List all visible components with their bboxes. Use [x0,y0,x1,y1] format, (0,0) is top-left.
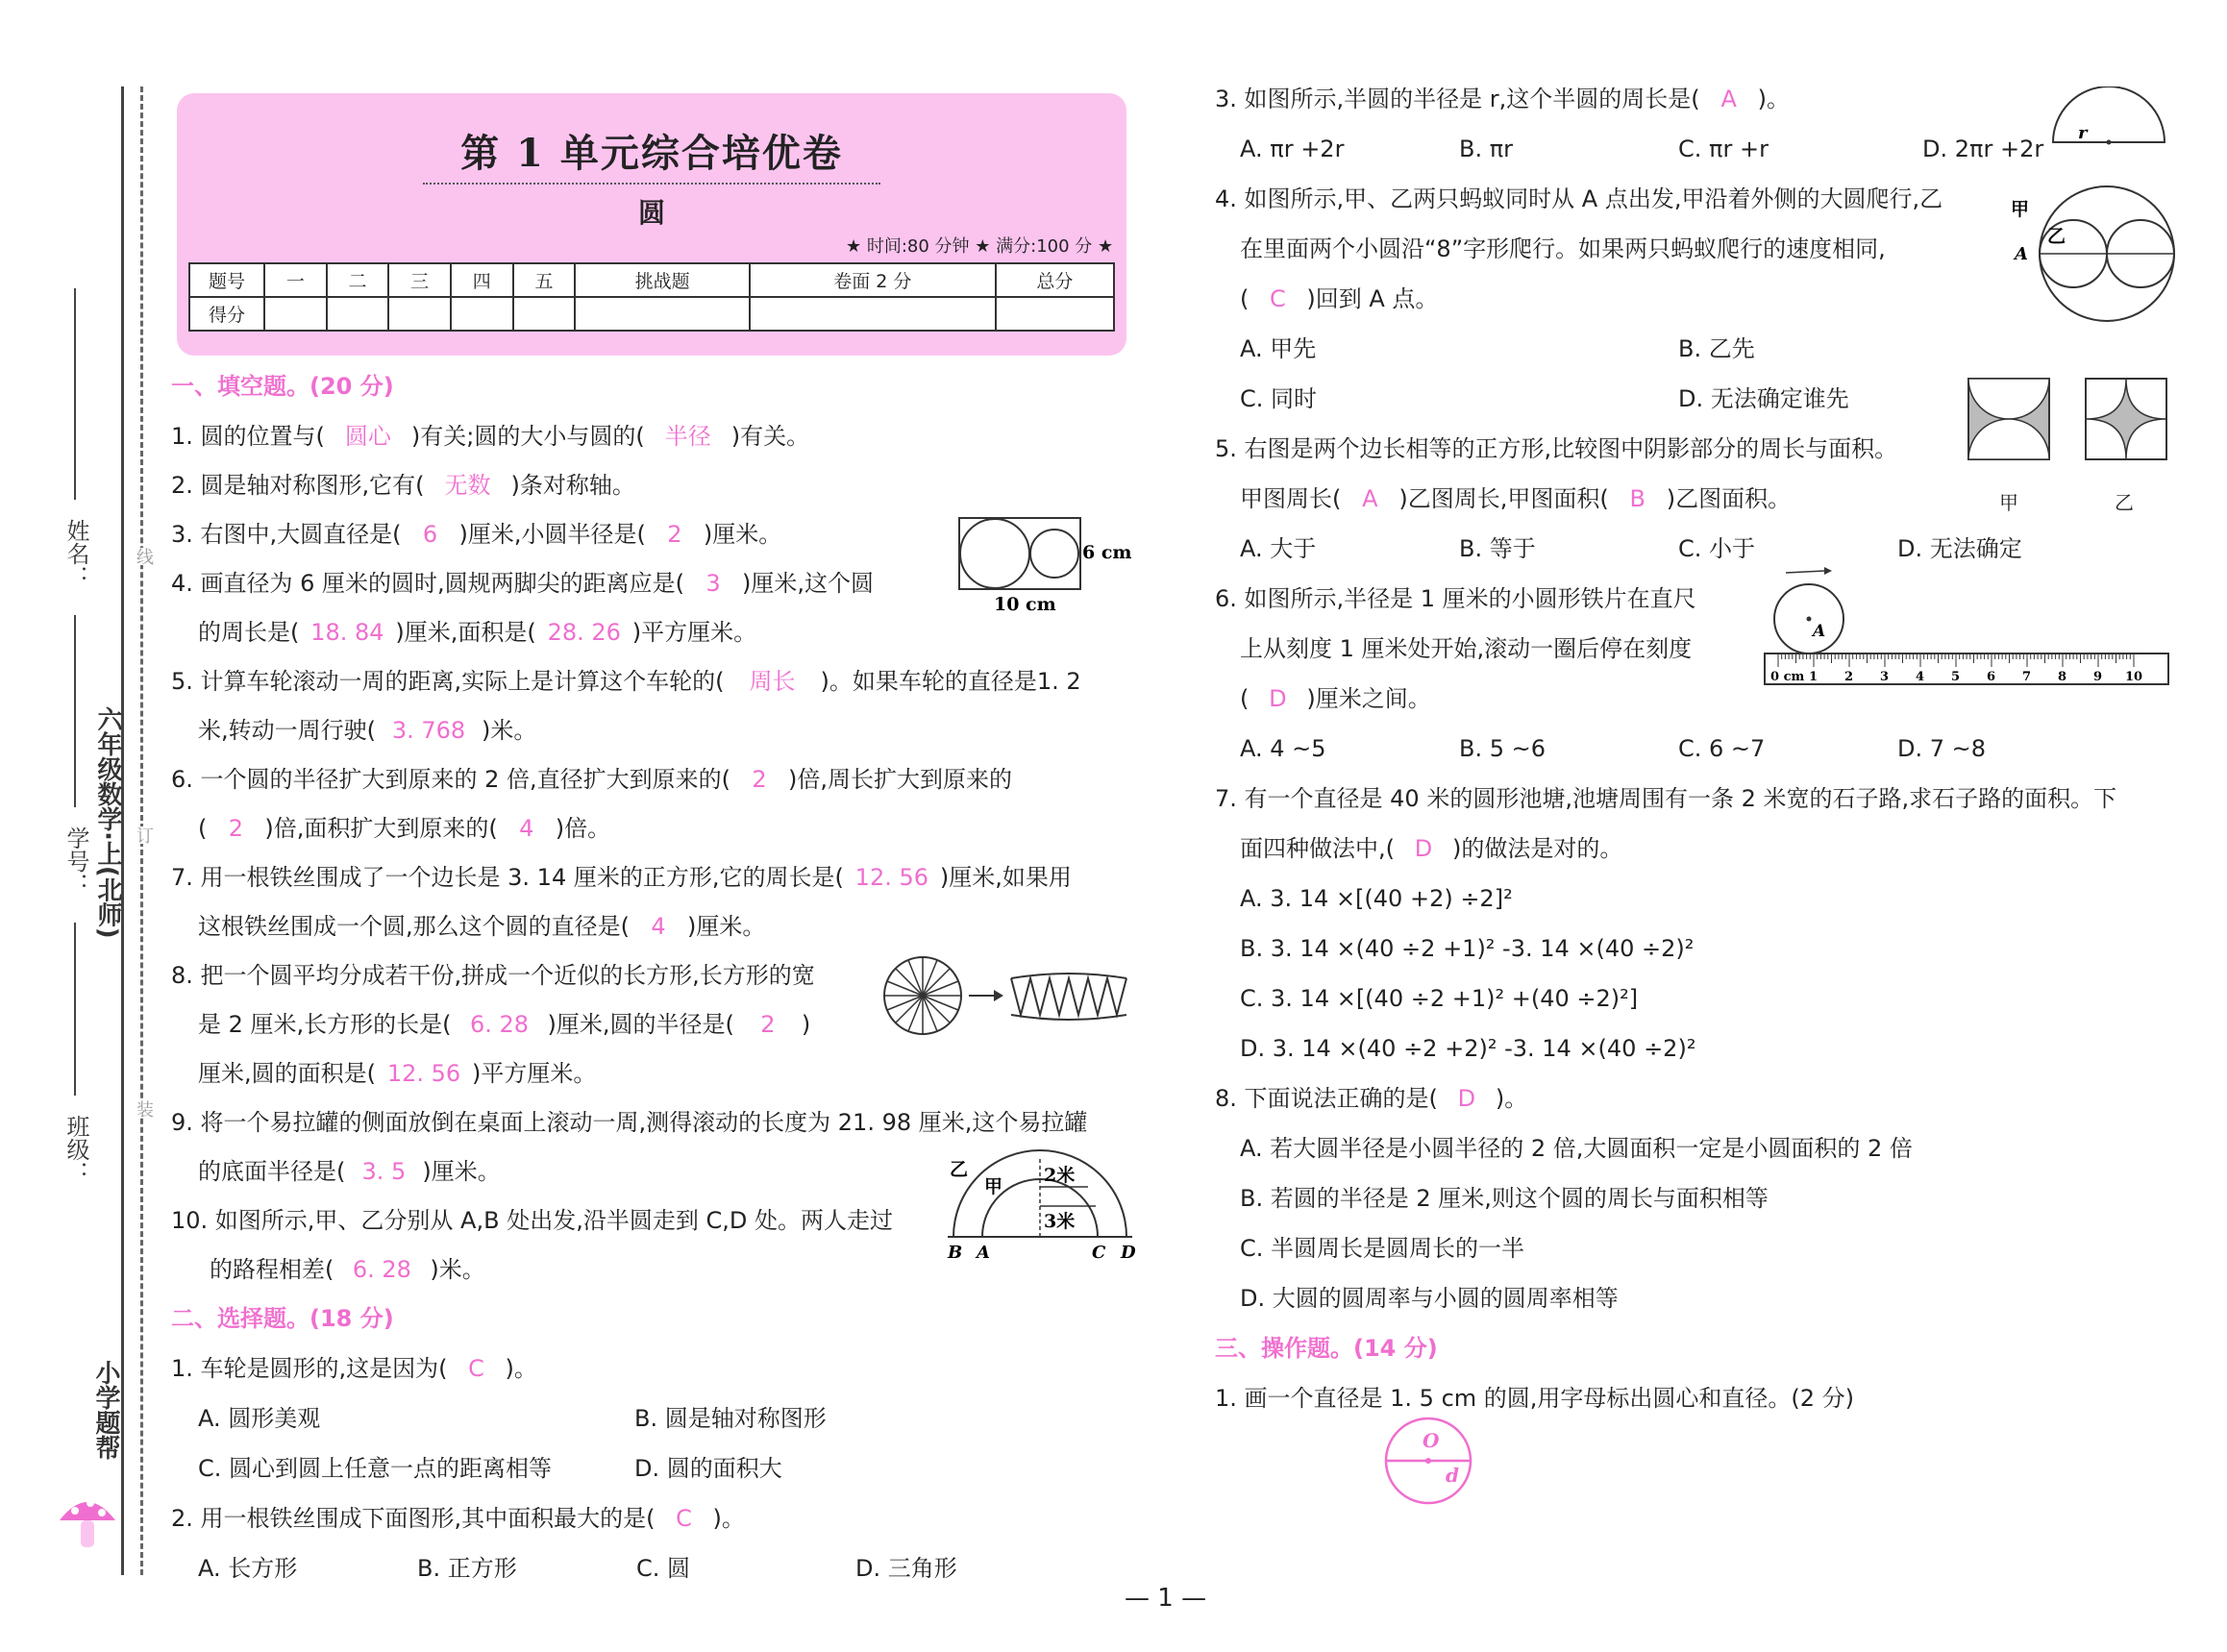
score-cell: 四 [451,263,513,297]
q10-label-C: C [1092,1243,1106,1263]
q-text: 3. 右图中,大圆直径是( [171,521,402,548]
answer: 28. 26 [547,619,621,646]
q-text: 1. 车轮是圆形的,这是因为( [171,1355,448,1382]
score-cell: 得分 [189,297,264,331]
q-text: )乙图面积。 [1666,485,1792,512]
s2-q7-line1: 7. 有一个直径是 40 米的圆形池塘,池塘周围有一条 2 米宽的石子路,求石子路的面积。下 [1215,785,2117,812]
answer: 12. 56 [386,1060,461,1087]
s1-q9-line1 [171,1108,1087,1137]
s2-q6-option-d: D. 7 ~8 [1897,735,1987,762]
q-text: 甲图周长( [1240,485,1342,512]
q-text: ( [1240,685,1250,712]
s2-q3-option-d: D. 2πr +2r [1922,136,2044,162]
q5-label-jia: 甲 [1999,491,2018,514]
score-input[interactable] [388,297,451,331]
q-text: 8. 把一个圆平均分成若干份,拼成一个近似的长方形,长方形的宽 [171,962,815,989]
answer: 12. 56 [854,864,929,891]
ruler-label: 3 [1880,670,1890,684]
q-text: )倍。 [555,815,611,842]
binding-strip [0,0,163,1652]
s2-q8-option-c: C. 半圆周长是圆周长的一半 [1240,1235,1525,1262]
q-text: )乙图周长,甲图面积( [1398,485,1609,512]
s3-label-o: O [1423,1429,1440,1452]
q10-label-B: B [948,1243,963,1263]
s2-q4-option-d: D. 无法确定谁先 [1678,385,1849,412]
q10-label-r1: 2米 [1044,1165,1076,1186]
answer: 3 [705,570,721,597]
answer: C [676,1505,692,1532]
s2-q8 [1215,1084,1527,1113]
ruler-label: 1 [1809,670,1819,684]
q-text: )条对称轴。 [510,472,635,499]
q-text: ) [801,1011,811,1038]
s2-q5-line1: 5. 右图是两个边长相等的正方形,比较图中阴影部分的周长与面积。 [1215,435,1898,462]
s2-q6-option-b: B. 5 ~6 [1459,735,1546,762]
q4-figure-eight-circles [2005,183,2176,327]
q8-figure-circle-to-rectangle [880,951,1130,1044]
q-text: ( [198,815,208,842]
s2-q2-option-b: B. 正方形 [417,1555,517,1582]
s1-q10-line1 [171,1206,893,1235]
q6-figure-ruler [1757,565,2174,690]
q-text: )厘米,圆的半径是( [547,1011,734,1038]
score-input[interactable] [750,297,996,331]
s2-q4-line1: 4. 如图所示,甲、乙两只蚂蚁同时从 A 点出发,甲沿着外侧的大圆爬行,乙 [1215,185,1943,212]
s1-q9-line2 [198,1157,501,1186]
q-text: 7. 用一根铁丝围成了一个边长是 3. 14 厘米的正方形,它的周长是( [171,864,844,891]
s1-q2 [171,471,635,500]
s1-q8-line1 [171,961,815,990]
s2-q5-option-d: D. 无法确定 [1897,535,2022,562]
s1-q1 [171,422,809,451]
q-text: 的周长是( [198,619,300,646]
s2-q5-option-c: C. 小于 [1678,535,1756,562]
cut-mark-2: 订 [131,826,156,844]
s2-q7-option-d: D. 3. 14 ×(40 ÷2 +2)² -3. 14 ×(40 ÷2)² [1240,1035,1696,1062]
q-text: )。 [505,1355,537,1382]
ruler-label: 10 [2125,670,2143,684]
q10-label-A: A [977,1243,990,1263]
s2-q4-option-c: C. 同时 [1240,385,1318,412]
s1-q7-line1 [171,863,1072,892]
answer: 4 [651,913,666,940]
section1-heading: 一、填空题。(20 分) [171,373,394,400]
q-text: 10. 如图所示,甲、乙分别从 A,B 处出发,沿半圆走到 C,D 处。两人走过 [171,1207,893,1234]
answer: A [1720,86,1737,112]
answer: 3. 5 [361,1158,407,1185]
q4-label-yi: 乙 [2047,226,2066,247]
score-cell: 挑战题 [575,263,750,297]
q10-label-D: D [1121,1243,1136,1263]
s1-q6-line2 [198,814,610,843]
ruler-label: 9 [2093,670,2103,684]
q3-radius-label: r [2078,123,2088,143]
s2-q1-option-a: A. 圆形美观 [198,1405,321,1432]
q-text: )。 [1757,86,1791,112]
s2-q1-option-b: B. 圆是轴对称图形 [634,1405,827,1432]
page-title: 第 1 单元综合培优卷 [460,131,843,176]
score-input[interactable] [575,297,750,331]
section2-heading: 二、选择题。(18 分) [171,1305,394,1332]
s1-q4-line2 [198,618,756,647]
s1-q8-line2 [198,1010,810,1039]
s2-q1-option-c: C. 圆心到圆上任意一点的距离相等 [198,1455,553,1482]
score-cell: 五 [513,263,576,297]
s3-answer-circle [1380,1413,1476,1509]
q-text: 9. 将一个易拉罐的侧面放倒在桌面上滚动一周,测得滚动的长度为 21. 98 厘米,这个易拉罐 [171,1109,1088,1136]
s2-q2-option-a: A. 长方形 [198,1555,298,1582]
s2-q3-option-a: A. πr +2r [1240,136,1345,162]
score-cell: 总分 [996,263,1114,297]
q3-figure-circles-in-rectangle [957,514,1150,620]
s2-q3-option-b: B. πr [1459,136,1514,162]
answer: 2 [752,766,767,793]
answer: 2 [760,1011,776,1038]
answer: 18. 84 [310,619,384,646]
s1-q3 [171,520,781,549]
score-cell: 三 [388,263,451,297]
s2-q4-line2: 在里面两个小圆沿“8”字形爬行。如果两只蚂蚁爬行的速度相同, [1240,235,1886,262]
q-text: )有关。 [730,423,810,450]
s2-q1 [171,1354,537,1383]
score-input[interactable] [451,297,513,331]
ruler-label: 8 [2058,670,2067,684]
ruler-label: 7 [2022,670,2032,684]
q-text: )厘米,面积是( [395,619,536,646]
s1-q6-line1 [171,765,1012,794]
q-text: )有关;圆的大小与圆的( [410,423,645,450]
answer: 2 [667,521,682,548]
id-label: 学号： [62,826,89,896]
q-text: )厘米,小圆半径是( [458,521,646,548]
answer: 6. 28 [469,1011,530,1038]
score-table-score-row [189,297,1114,331]
ruler-label: 0 cm [1770,670,1805,684]
q-text: 厘米,圆的面积是( [198,1060,376,1087]
answer: D [1269,685,1287,712]
time-info: ★ 时间:80 分钟 ★ 满分:100 分 ★ [846,236,1114,257]
score-input[interactable] [264,297,327,331]
score-input[interactable] [513,297,576,331]
q-text: )。 [712,1505,745,1532]
q-text: 面四种做法中,( [1240,835,1395,862]
answer: 圆心 [344,423,391,450]
q-text: 3. 如图所示,半圆的半径是 r,这个半圆的周长是( [1215,86,1700,112]
q-text: )厘米,这个圆 [742,570,875,597]
answer: D [1457,1085,1476,1112]
s2-q4-option-a: A. 甲先 [1240,335,1317,362]
s1-q7-line2 [198,912,765,941]
score-table-header-row [189,263,1114,297]
q10-figure-semicircles [944,1148,1136,1264]
s2-q3 [1215,85,1790,113]
name-blank[interactable] [74,288,76,500]
q-text: 2. 用一根铁丝围成下面图形,其中面积最大的是( [171,1505,656,1532]
q-text: )米。 [482,717,537,744]
q-text: )厘米。 [422,1158,501,1185]
q-text: )的做法是对的。 [1452,835,1623,862]
answer: 4 [519,815,534,842]
name-label: 姓名： [62,519,89,588]
s2-q6-line2: 上从刻度 1 厘米处开始,滚动一圈后停在刻度 [1240,635,1693,662]
answer: A [1362,485,1378,512]
page-number: — 1 — [1125,1584,1207,1613]
answer: 周长 [749,668,796,695]
q-text: )米。 [430,1256,485,1283]
answer: D [1414,835,1433,862]
ruler-label: 6 [1987,670,1996,684]
score-input[interactable] [327,297,389,331]
q-text: )。如果车轮的直径是1. 2 [820,668,1081,695]
q-text: )平方厘米。 [631,619,757,646]
q4-label-A: A [2015,244,2028,264]
s2-q5-line2 [1240,484,1791,513]
ruler-label: 5 [1951,670,1961,684]
q-text: 8. 下面说法正确的是( [1215,1085,1438,1112]
q10-label-jia: 甲 [984,1176,1003,1197]
answer: B [1629,485,1646,512]
q3-side-label: 6 cm [1082,542,1132,563]
class-label: 班级： [62,1115,89,1184]
q-text: 的底面半径是( [198,1158,346,1185]
s1-q5-line1 [171,667,1081,696]
brand-label: 小学题帮 [91,1360,120,1460]
q6-label-A: A [1813,622,1826,641]
q-text: 的路程相差( [210,1256,334,1283]
score-cell: 卷面 2 分 [750,263,996,297]
s2-q6-line1: 6. 如图所示,半径是 1 厘米的小圆形铁片在直尺 [1215,585,1696,612]
q5-figure-jia [1967,377,2053,463]
q-text: )倍,周长扩大到原来的 [788,766,1013,793]
score-cell: 题号 [189,263,264,297]
s2-q1-option-d: D. 圆的面积大 [634,1455,782,1482]
s1-q8-line3 [198,1059,596,1088]
q-text: )厘米。 [687,913,766,940]
s2-q7-line2 [1240,834,1622,863]
q-text: 4. 画直径为 6 厘米的圆时,圆规两脚尖的距离应是( [171,570,685,597]
q-text: 是 2 厘米,长方形的长是( [198,1011,452,1038]
q5-figure-yi [2084,377,2170,463]
q-text: )厘米之间。 [1306,685,1431,712]
score-table [188,262,1115,332]
q-text: 2. 圆是轴对称图形,它有( [171,472,425,499]
s2-q8-option-b: B. 若圆的半径是 2 厘米,则这个圆的周长与面积相等 [1240,1185,1769,1212]
score-input[interactable] [996,297,1114,331]
q-text: )厘米。 [703,521,782,548]
s1-q5-line2 [198,716,536,745]
q-text: )。 [1495,1085,1528,1112]
answer: 3. 768 [391,717,466,744]
answer: 6. 28 [352,1256,411,1283]
id-blank[interactable] [74,615,76,807]
s2-q6-option-c: C. 6 ~7 [1678,735,1766,762]
q-text: 5. 计算车轮滚动一周的距离,实际上是计算这个车轮的( [171,668,725,695]
book-label: 六年级数学·上(北师) [93,706,122,939]
answer: C [1269,285,1286,312]
class-blank[interactable] [74,923,76,1096]
q-text: 1. 圆的位置与( [171,423,325,450]
q4-label-jia: 甲 [2011,199,2030,220]
answer: 2 [228,815,244,842]
q-text: 这根铁丝围成一个圆,那么这个圆的直径是( [198,913,630,940]
answer: 无数 [444,472,491,499]
q-text: )厘米,如果用 [939,864,1072,891]
s2-q8-option-d: D. 大圆的圆周率与小圆的圆周率相等 [1240,1285,1619,1312]
s3-label-d: d [1446,1464,1459,1487]
answer: 半径 [664,423,711,450]
ruler-label: 2 [1844,670,1854,684]
answer: 6 [422,521,438,548]
s2-q5-option-a: A. 大于 [1240,535,1317,562]
page-subtitle: 圆 [637,197,665,229]
cut-mark-1: 线 [131,548,156,565]
q3-semicircle-figure [2047,86,2172,148]
s2-q8-option-a: A. 若大圆半径是小圆半径的 2 倍,大圆面积一定是小圆面积的 2 倍 [1240,1135,1913,1162]
s2-q4-line3 [1240,284,1438,313]
s2-q2-option-c: C. 圆 [636,1555,691,1582]
brand-logo-icon [56,1490,119,1557]
ruler-label: 4 [1916,670,1925,684]
section3-heading: 三、操作题。(14 分) [1215,1335,1438,1362]
q-text: )倍,面积扩大到原来的( [264,815,498,842]
s2-q6-line3 [1240,684,1431,713]
q10-label-r2: 3米 [1044,1211,1076,1232]
s1-q10-line2 [210,1255,485,1284]
q-text: )平方厘米。 [472,1060,597,1087]
q5-label-yi: 乙 [2115,491,2134,514]
q-text: )回到 A 点。 [1306,285,1439,312]
q-text: ( [1240,285,1250,312]
q3-bottom-label: 10 cm [994,594,1056,615]
s1-q4-line1 [171,569,874,598]
s3-q1: 1. 画一个直径是 1. 5 cm 的圆,用字母标出圆心和直径。(2 分) [1215,1385,1855,1412]
score-cell: 二 [327,263,389,297]
s2-q3-option-c: C. πr +r [1678,136,1769,162]
s2-q7-option-a: A. 3. 14 ×[(40 +2) ÷2]² [1240,885,1513,912]
q10-label-yi: 乙 [950,1159,969,1180]
cut-mark-3: 装 [131,1100,156,1118]
answer: C [468,1355,484,1382]
q-text: 米,转动一周行驶( [198,717,376,744]
s2-q4-option-b: B. 乙先 [1678,335,1755,362]
title-divider [423,183,880,185]
s2-q2-option-d: D. 三角形 [855,1555,957,1582]
score-cell: 一 [264,263,327,297]
q-text: 6. 一个圆的半径扩大到原来的 2 倍,直径扩大到原来的( [171,766,731,793]
s2-q6-option-a: A. 4 ~5 [1240,735,1326,762]
s2-q5-option-b: B. 等于 [1459,535,1536,562]
s2-q7-option-b: B. 3. 14 ×(40 ÷2 +1)² -3. 14 ×(40 ÷2)² [1240,935,1695,962]
s2-q7-option-c: C. 3. 14 ×[(40 ÷2 +1)² +(40 ÷2)²] [1240,985,1639,1012]
s2-q2 [171,1504,745,1533]
